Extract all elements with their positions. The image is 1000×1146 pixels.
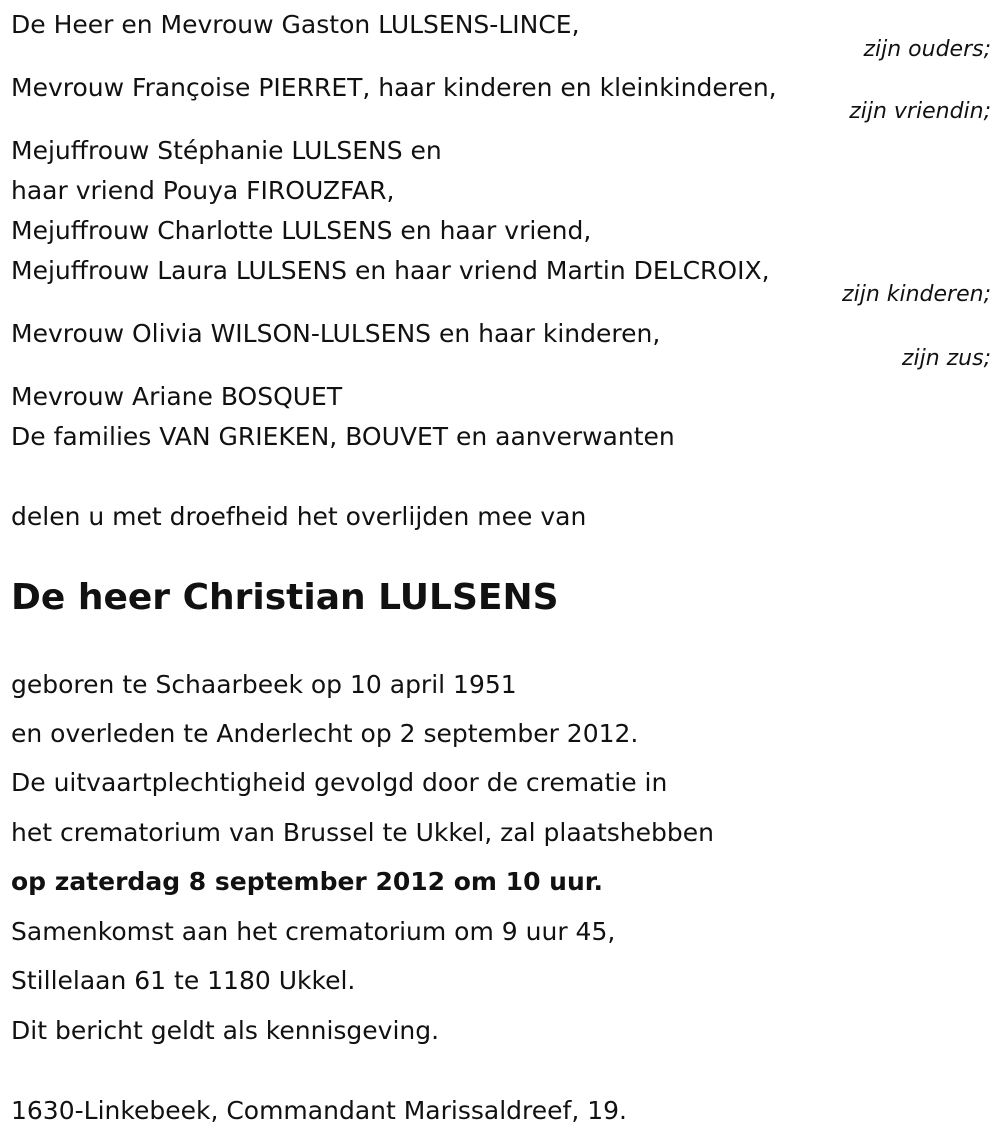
deceased-name: De heer Christian LULSENS bbox=[11, 577, 559, 618]
family-sister-line: Mevrouw Olivia WILSON-LULSENS en haar kinderen, bbox=[11, 319, 661, 348]
detail-line: geboren te Schaarbeek op 10 april 1951 bbox=[11, 670, 517, 699]
announcement-text: delen u met droefheid het overlijden mee van bbox=[11, 502, 587, 531]
family-other-line: De families VAN GRIEKEN, BOUVET en aanverwanten bbox=[11, 422, 675, 451]
detail-line: het crematorium van Brussel te Ukkel, zal plaatshebben bbox=[11, 818, 714, 847]
family-parents-line: De Heer en Mevrouw Gaston LULSENS-LINCE, bbox=[11, 10, 580, 39]
detail-line: Samenkomst aan het crematorium om 9 uur 45, bbox=[11, 917, 616, 946]
family-children-line: Mejuffrouw Stéphanie LULSENS en bbox=[11, 136, 442, 165]
family-friend-line: Mevrouw Françoise PIERRET, haar kinderen en kleinkinderen, bbox=[11, 73, 777, 102]
family-children-line: Mejuffrouw Charlotte LULSENS en haar vriend, bbox=[11, 216, 592, 245]
family-children-line: haar vriend Pouya FIROUZFAR, bbox=[11, 176, 395, 205]
role-children: zijn kinderen; bbox=[842, 282, 991, 307]
detail-line: Stillelaan 61 te 1180 Ukkel. bbox=[11, 966, 356, 995]
family-other-line: Mevrouw Ariane BOSQUET bbox=[11, 382, 343, 411]
detail-line: De uitvaartplechtigheid gevolgd door de crematie in bbox=[11, 768, 668, 797]
ceremony-date-line: op zaterdag 8 september 2012 om 10 uur. bbox=[11, 867, 604, 896]
address-line: 1630-Linkebeek, Commandant Marissaldreef, 19. bbox=[11, 1096, 627, 1125]
detail-line: en overleden te Anderlecht op 2 september 2012. bbox=[11, 719, 639, 748]
detail-line: Dit bericht geldt als kennisgeving. bbox=[11, 1016, 440, 1045]
obituary-notice bbox=[11, 0, 991, 1146]
family-children-line: Mejuffrouw Laura LULSENS en haar vriend Martin DELCROIX, bbox=[11, 256, 770, 285]
role-parents: zijn ouders; bbox=[863, 37, 991, 62]
role-sister: zijn zus; bbox=[901, 346, 991, 371]
role-friend: zijn vriendin; bbox=[849, 99, 991, 124]
